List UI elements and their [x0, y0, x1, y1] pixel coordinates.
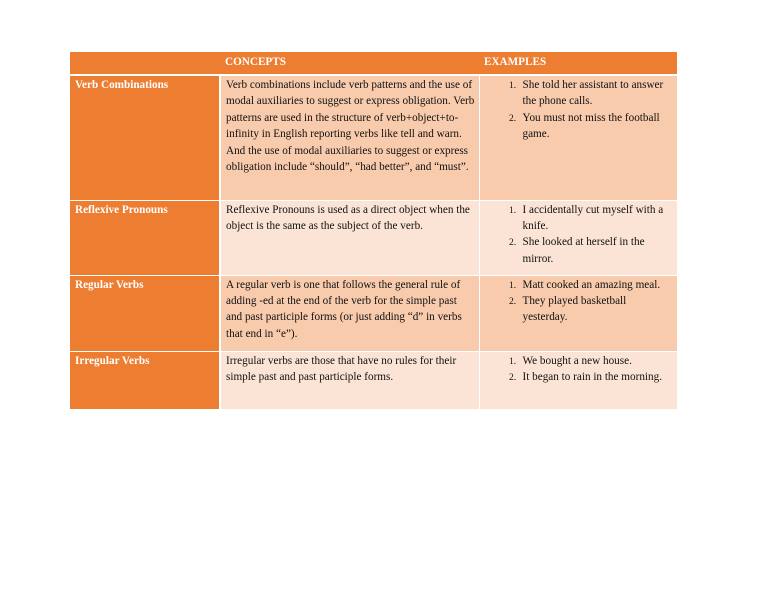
- table-row: [70, 275, 677, 351]
- examples-list: [485, 277, 673, 326]
- examples-list: [485, 202, 673, 268]
- example-item: 2. It began to rain in the morning.: [519, 369, 673, 385]
- row-term: Verb Combinations: [70, 75, 220, 200]
- table-row: [70, 351, 677, 409]
- example-item: 2. She looked at herself in the mirror.: [519, 234, 673, 267]
- example-item: 1. Matt cooked an amazing meal.: [519, 277, 673, 293]
- table-row: [70, 200, 677, 275]
- table-row: [70, 75, 677, 200]
- example-item: 1. She told her assistant to answer the phone calls.: [519, 77, 673, 110]
- example-item: 1. We bought a new house.: [519, 353, 673, 369]
- example-item: 2. They played basketball yesterday.: [519, 293, 673, 326]
- row-examples: [479, 351, 677, 409]
- row-concept: A regular verb is one that follows the general rule of adding -ed at the end of the verb for the simple past and past participle forms (or just adding “d” in verbs that end in “e”).: [220, 275, 479, 351]
- header-examples: EXAMPLES: [479, 52, 677, 75]
- examples-list: [485, 77, 673, 143]
- row-term: Irregular Verbs: [70, 351, 220, 409]
- examples-list: [485, 353, 673, 386]
- row-term: Reflexive Pronouns: [70, 200, 220, 275]
- table-header-row: [70, 52, 677, 75]
- row-examples: [479, 75, 677, 200]
- header-term: [70, 52, 220, 75]
- row-concept: Reflexive Pronouns is used as a direct object when the object is the same as the subject of the verb.: [220, 200, 479, 275]
- row-term: Regular Verbs: [70, 275, 220, 351]
- concepts-table: [70, 52, 678, 410]
- row-concept: Verb combinations include verb patterns and the use of modal auxiliaries to suggest or express obligation. Verb patterns are used in the structure of verb+object+to-infinity in English reporting verbs like tell and warn. And the use of modal auxiliaries to suggest or express obligation include “should”, “had better”, and “must”.: [220, 75, 479, 200]
- row-concept: Irregular verbs are those that have no rules for their simple past and past participle forms.: [220, 351, 479, 409]
- example-item: 1. I accidentally cut myself with a knife.: [519, 202, 673, 235]
- header-concepts: CONCEPTS: [220, 52, 479, 75]
- row-examples: [479, 200, 677, 275]
- row-examples: [479, 275, 677, 351]
- example-item: 2. You must not miss the football game.: [519, 110, 673, 143]
